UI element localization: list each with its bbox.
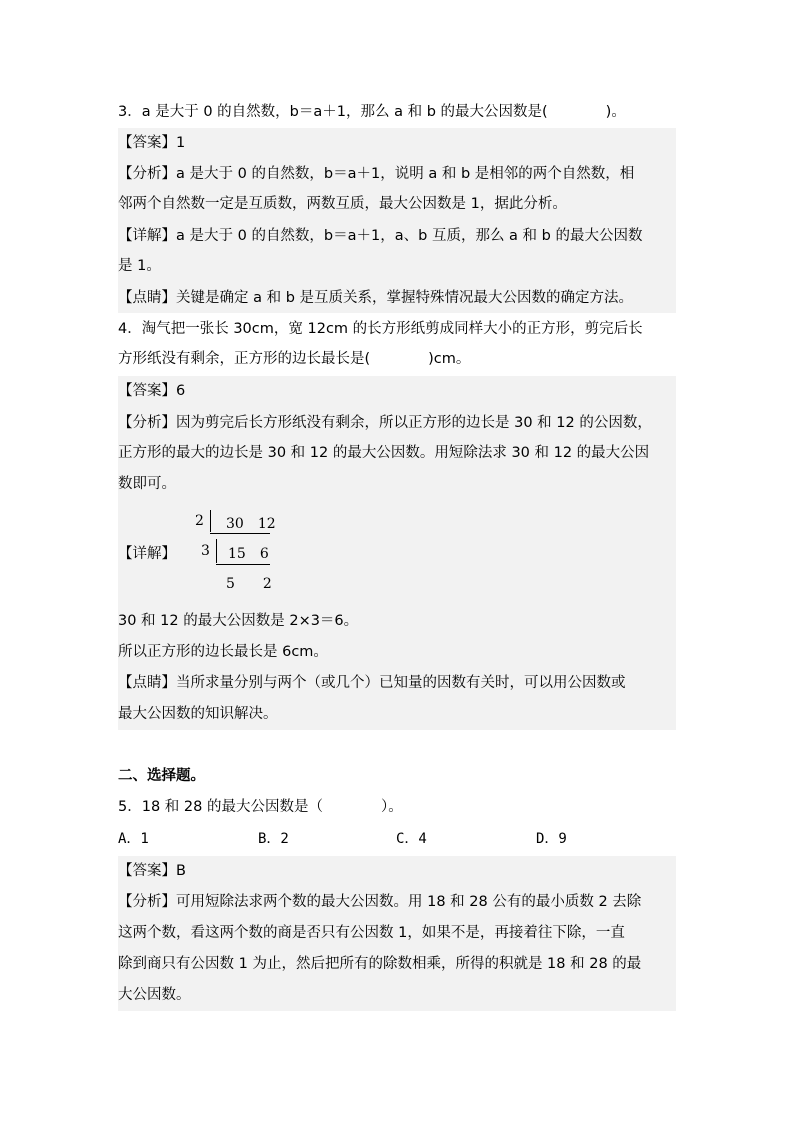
point-4-line-2: 最大公因数的知识解决。 [118, 706, 278, 722]
division-line-1 [210, 533, 270, 534]
analysis-4-line-3: 数即可。 [118, 476, 176, 492]
option-c: C．4 [396, 831, 427, 847]
answer-5: 【答案】B [118, 863, 186, 879]
question-4-line-1: 4．淘气把一张长 30cm，宽 12cm 的长方形纸剪成同样大小的正方形，剪完后长 [118, 321, 643, 337]
option-b: B．2 [258, 831, 289, 847]
detail-3-line-2: 是 1。 [118, 258, 161, 274]
analysis-5-line-4: 大公因数。 [118, 987, 191, 1003]
division-bracket-1 [210, 510, 211, 532]
answer-4: 【答案】6 [118, 383, 186, 399]
result-4-line-1: 30 和 12 的最大公因数是 2×3＝6。 [118, 613, 359, 629]
detail-3-line-1: 【详解】a 是大于 0 的自然数，b＝a＋1，a、b 互质，那么 a 和 b 的最大公因数 [118, 228, 643, 244]
division-row-2: 15 6 [228, 546, 269, 562]
section-heading: 二、选择题。 [118, 768, 205, 784]
analysis-3-line-1: 【分析】a 是大于 0 的自然数，b＝a＋1，说明 a 和 b 是相邻的两个自然数，相 [118, 166, 635, 182]
analysis-5-line-2: 这两个数，看这两个数的商是否只有公因数 1，如果不是，再接着往下除，一直 [118, 925, 625, 941]
answer-3: 【答案】1 [118, 135, 186, 151]
result-4-line-2: 所以正方形的边长最长是 6cm。 [118, 644, 328, 660]
option-a: A．1 [118, 831, 149, 847]
question-3: 3．a 是大于 0 的自然数，b＝a＋1，那么 a 和 b 的最大公因数是( )。 [118, 104, 626, 120]
division-row-3: 5 2 [226, 576, 272, 592]
analysis-4-line-1: 【分析】因为剪完后长方形纸没有剩余，所以正方形的边长是 30 和 12 的公因数， [118, 415, 652, 431]
point-3: 【点睛】关键是确定 a 和 b 是互质关系，掌握特殊情况最大公因数的确定方法。 [118, 290, 634, 306]
detail-4-label: 【详解】 [118, 546, 176, 562]
division-line-2 [216, 564, 270, 565]
analysis-5-line-1: 【分析】可用短除法求两个数的最大公因数。用 18 和 28 公有的最小质数 2 去除 [118, 894, 642, 910]
short-division-figure [118, 504, 676, 602]
question-5: 5．18 和 28 的最大公因数是（ ）。 [118, 799, 403, 815]
point-4-line-1: 【点睛】当所求量分别与两个（或几个）已知量的因数有关时，可以用公因数或 [118, 675, 626, 691]
analysis-3-line-2: 邻两个自然数一定是互质数，两数互质，最大公因数是 1，据此分析。 [118, 196, 567, 212]
option-d: D．9 [536, 831, 567, 847]
division-bracket-2 [216, 539, 217, 563]
analysis-5-line-3: 除到商只有公因数 1 为止，然后把所有的除数相乘，所得的积就是 18 和 28 的最 [118, 956, 642, 972]
divisor-2: 3 [201, 543, 210, 559]
analysis-4-line-2: 正方形的最大的边长是 30 和 12 的最大公因数。用短除法求 30 和 12 的最大公因 [118, 445, 650, 461]
divisor-1: 2 [195, 513, 204, 529]
question-4-line-2: 方形纸没有剩余，正方形的边长最长是( )cm。 [118, 351, 471, 367]
division-row-1: 30 12 [226, 516, 276, 532]
